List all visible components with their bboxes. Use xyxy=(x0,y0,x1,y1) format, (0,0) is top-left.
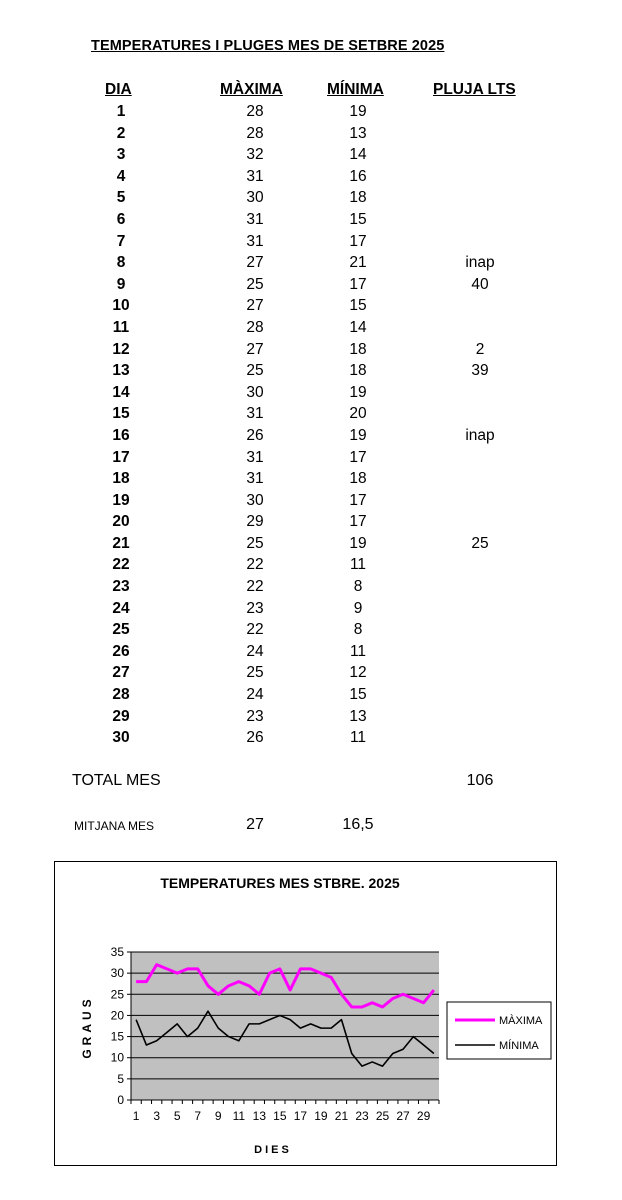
table-row xyxy=(0,642,622,664)
day-cell: 30 xyxy=(112,729,130,747)
legend-label: MÍNIMA xyxy=(499,1040,539,1052)
min-cell: 18 xyxy=(349,189,367,207)
temperature-chart xyxy=(55,862,556,1165)
min-cell: 14 xyxy=(349,318,367,336)
max-cell: 31 xyxy=(246,167,264,185)
day-cell: 17 xyxy=(112,448,130,466)
min-cell: 8 xyxy=(353,621,363,639)
min-cell: 11 xyxy=(349,642,367,660)
day-cell: 22 xyxy=(112,556,130,574)
rain-cell: inap xyxy=(465,254,495,272)
table-row xyxy=(0,512,622,534)
min-cell: 17 xyxy=(349,448,367,466)
min-cell: 9 xyxy=(353,599,363,617)
min-cell: 17 xyxy=(349,513,367,531)
max-cell: 25 xyxy=(246,275,264,293)
y-axis-label: GRAUS xyxy=(80,995,94,1059)
max-cell: 31 xyxy=(246,448,264,466)
rain-cell: 40 xyxy=(471,275,489,293)
max-cell: 30 xyxy=(246,383,264,401)
min-cell: 13 xyxy=(349,707,367,725)
average-min: 16,5 xyxy=(342,816,374,833)
max-cell: 29 xyxy=(246,513,264,531)
document-title: TEMPERATURES I PLUGES MES DE SETBRE 2025 xyxy=(91,38,445,54)
header-min: MÍNIMA xyxy=(327,81,384,98)
min-cell: 18 xyxy=(349,470,367,488)
max-cell: 31 xyxy=(246,210,264,228)
day-cell: 2 xyxy=(116,124,126,142)
day-cell: 25 xyxy=(112,621,130,639)
max-cell: 25 xyxy=(246,534,264,552)
rain-cell: inap xyxy=(465,426,495,444)
x-tick-label: 25 xyxy=(375,1109,390,1123)
table-row xyxy=(0,685,622,707)
day-cell: 24 xyxy=(112,599,130,617)
day-cell: 8 xyxy=(116,254,126,272)
rain-cell: 39 xyxy=(471,362,489,380)
x-tick-label: 21 xyxy=(334,1109,349,1123)
table-row xyxy=(0,491,622,513)
day-cell: 23 xyxy=(112,578,130,596)
max-cell: 23 xyxy=(246,599,264,617)
min-cell: 16 xyxy=(349,167,367,185)
header-max: MÀXIMA xyxy=(220,81,283,98)
legend-label: MÀXIMA xyxy=(499,1015,543,1027)
max-cell: 27 xyxy=(246,297,264,315)
y-tick-label: 25 xyxy=(110,987,124,1002)
min-cell: 14 xyxy=(349,146,367,164)
table-row xyxy=(0,404,622,426)
x-tick-label: 11 xyxy=(232,1109,246,1123)
max-cell: 31 xyxy=(246,470,264,488)
x-tick-label: 23 xyxy=(355,1109,369,1123)
day-cell: 21 xyxy=(112,534,130,552)
min-cell: 19 xyxy=(349,534,367,552)
max-cell: 25 xyxy=(246,664,264,682)
y-tick-label: 20 xyxy=(110,1008,124,1023)
x-tick-label: 29 xyxy=(416,1109,431,1123)
table-row xyxy=(0,728,622,750)
y-tick-label: 0 xyxy=(117,1093,124,1107)
max-cell: 31 xyxy=(246,232,264,250)
table-row xyxy=(0,318,622,340)
x-tick-label: 7 xyxy=(194,1109,202,1123)
max-cell: 27 xyxy=(246,340,264,358)
max-cell: 28 xyxy=(246,103,264,120)
min-cell: 11 xyxy=(349,729,367,747)
total-rain: 106 xyxy=(466,772,494,789)
table-row xyxy=(0,210,622,232)
x-tick-label: 3 xyxy=(153,1109,161,1123)
day-cell: 16 xyxy=(112,426,130,444)
max-cell: 22 xyxy=(246,621,264,639)
x-tick-label: 9 xyxy=(214,1109,222,1123)
max-cell: 22 xyxy=(246,556,264,574)
min-cell: 11 xyxy=(349,556,367,574)
x-tick-label: 15 xyxy=(273,1109,287,1123)
x-tick-label: 19 xyxy=(314,1109,328,1123)
table-row xyxy=(0,663,622,685)
day-cell: 26 xyxy=(112,642,130,660)
max-cell: 24 xyxy=(246,686,264,704)
x-tick-label: 5 xyxy=(173,1109,181,1123)
day-cell: 10 xyxy=(112,297,130,315)
table-row xyxy=(0,340,622,362)
y-tick-label: 10 xyxy=(110,1050,124,1065)
max-cell: 26 xyxy=(246,729,264,747)
min-cell: 13 xyxy=(349,124,367,142)
day-cell: 27 xyxy=(112,664,130,682)
max-cell: 24 xyxy=(246,642,264,660)
day-cell: 6 xyxy=(116,210,126,228)
min-cell: 15 xyxy=(349,297,367,315)
rain-cell: 2 xyxy=(475,340,485,358)
day-cell: 19 xyxy=(112,491,130,509)
y-tick-label: 5 xyxy=(117,1071,124,1086)
table-row xyxy=(0,124,622,146)
min-cell: 12 xyxy=(349,664,367,682)
day-cell: 18 xyxy=(112,470,130,488)
average-label: MITJANA MES xyxy=(74,819,155,833)
day-cell: 11 xyxy=(112,318,130,336)
chart-title: TEMPERATURES MES STBRE. 2025 xyxy=(160,875,400,891)
min-cell: 21 xyxy=(349,254,367,272)
day-cell: 15 xyxy=(112,405,130,423)
max-cell: 23 xyxy=(246,707,264,725)
table-row xyxy=(0,383,622,405)
day-cell: 7 xyxy=(116,232,126,250)
max-cell: 22 xyxy=(246,578,264,596)
x-axis-label: DIES xyxy=(254,1144,292,1156)
table-row xyxy=(0,469,622,491)
x-tick-label: 17 xyxy=(293,1109,308,1123)
table-row xyxy=(0,426,622,448)
day-cell: 13 xyxy=(112,362,130,380)
min-cell: 15 xyxy=(349,686,367,704)
min-cell: 17 xyxy=(349,491,367,509)
header-rain: PLUJA LTS xyxy=(433,81,516,98)
day-cell: 14 xyxy=(112,383,130,401)
max-cell: 28 xyxy=(246,318,264,336)
min-cell: 18 xyxy=(349,362,367,380)
min-cell: 15 xyxy=(349,210,367,228)
table-row xyxy=(0,361,622,383)
min-cell: 8 xyxy=(353,578,363,596)
table-row xyxy=(0,448,622,470)
x-tick-label: 27 xyxy=(396,1109,410,1123)
table-row xyxy=(0,577,622,599)
table-row xyxy=(0,707,622,729)
data-table xyxy=(0,102,622,750)
max-cell: 31 xyxy=(246,405,264,423)
day-cell: 4 xyxy=(116,167,126,185)
day-cell: 1 xyxy=(116,103,126,120)
max-cell: 30 xyxy=(246,189,264,207)
min-cell: 17 xyxy=(349,232,367,250)
day-cell: 3 xyxy=(116,146,126,164)
day-cell: 9 xyxy=(116,275,126,293)
x-tick-label: 1 xyxy=(132,1109,140,1123)
min-cell: 19 xyxy=(349,426,367,444)
day-cell: 28 xyxy=(112,686,130,704)
max-cell: 28 xyxy=(246,124,264,142)
table-row xyxy=(0,232,622,254)
day-cell: 20 xyxy=(112,513,130,531)
max-cell: 27 xyxy=(246,254,264,272)
table-row xyxy=(0,188,622,210)
y-tick-label: 15 xyxy=(110,1029,124,1044)
table-row xyxy=(0,145,622,167)
chart-container xyxy=(54,861,557,1166)
y-tick-label: 30 xyxy=(110,966,124,981)
min-cell: 17 xyxy=(349,275,367,293)
max-cell: 32 xyxy=(246,146,264,164)
table-row xyxy=(0,102,622,124)
table-row xyxy=(0,555,622,577)
min-cell: 19 xyxy=(349,103,367,120)
table-row xyxy=(0,534,622,556)
day-cell: 5 xyxy=(116,189,126,207)
table-row xyxy=(0,275,622,297)
x-tick-label: 13 xyxy=(252,1109,267,1123)
table-row xyxy=(0,167,622,189)
total-label: TOTAL MES xyxy=(72,772,161,789)
average-max: 27 xyxy=(246,816,264,833)
min-cell: 20 xyxy=(349,405,367,423)
y-tick-label: 35 xyxy=(110,945,124,959)
rain-cell: 25 xyxy=(471,534,489,552)
day-cell: 12 xyxy=(112,340,130,358)
max-cell: 30 xyxy=(246,491,264,509)
header-day: DIA xyxy=(105,81,132,98)
table-row xyxy=(0,253,622,275)
table-row xyxy=(0,620,622,642)
day-cell: 29 xyxy=(112,707,130,725)
max-cell: 26 xyxy=(246,426,264,444)
min-cell: 19 xyxy=(349,383,367,401)
table-row xyxy=(0,599,622,621)
max-cell: 25 xyxy=(246,362,264,380)
table-row xyxy=(0,296,622,318)
min-cell: 18 xyxy=(349,340,367,358)
